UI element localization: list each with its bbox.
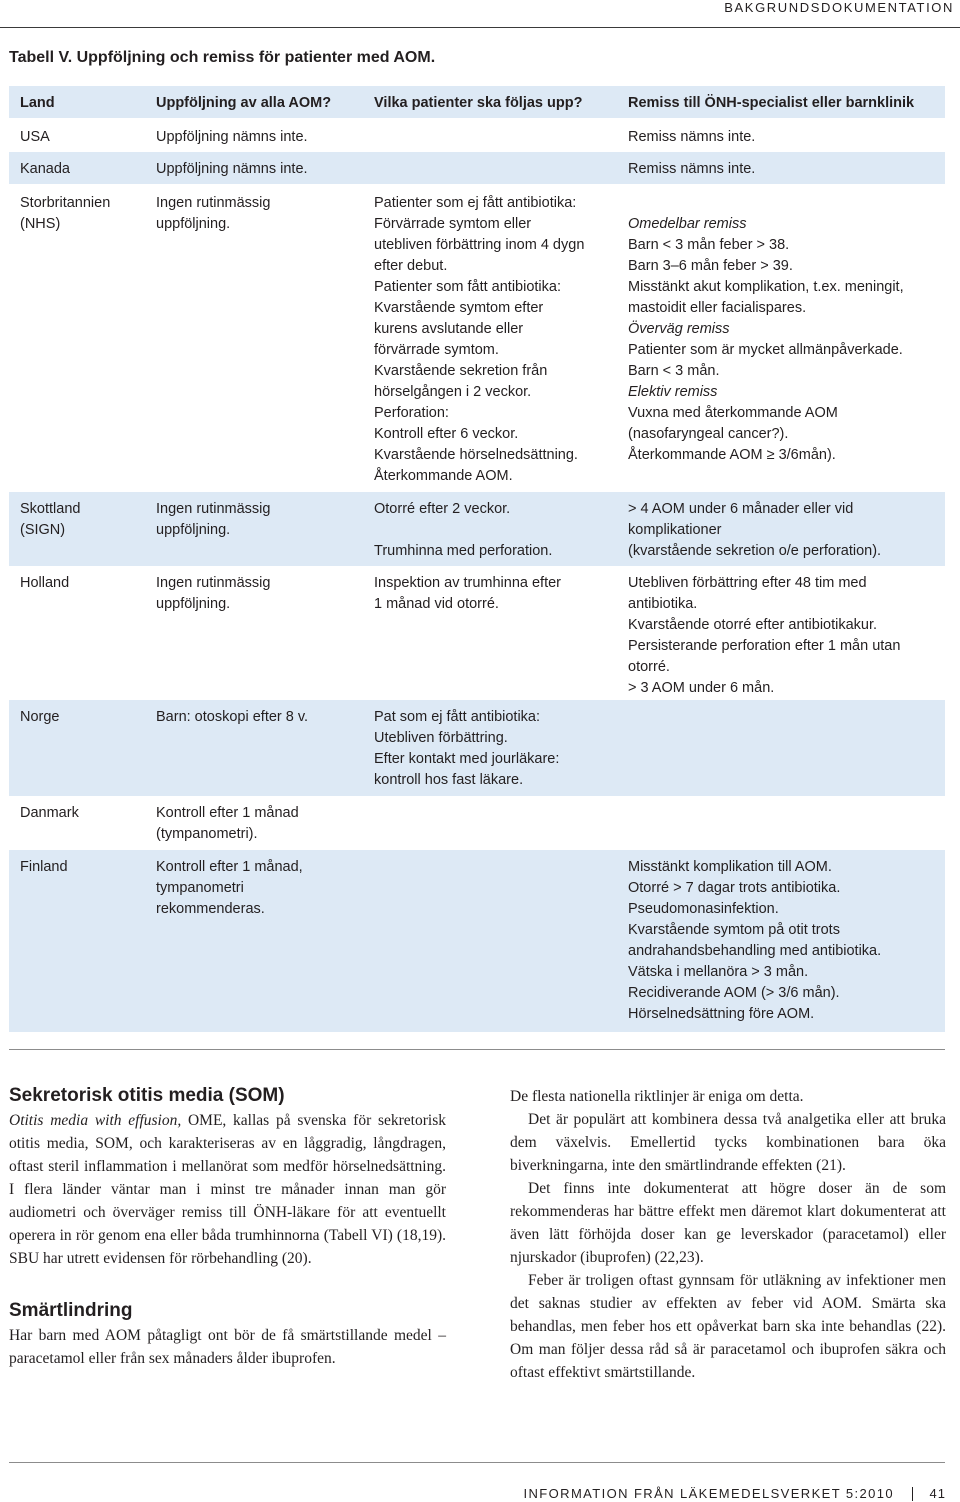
table-row <box>9 850 945 1032</box>
cell-land: USA <box>20 129 50 145</box>
table-row <box>9 492 945 566</box>
table-row <box>9 152 945 184</box>
cell-land: Finland <box>20 859 68 875</box>
remiss-text: Barn < 3 mån feber > 38. Barn 3–6 mån feber > 39. Misstänkt akut komplikation, t.ex. meningit, mastoidit eller facialispares. <box>628 237 904 316</box>
cell-remiss: Remiss nämns inte. <box>628 161 756 177</box>
page-footer <box>0 1486 952 1502</box>
footer-separator <box>912 1487 913 1501</box>
cell-land: Norge <box>20 709 60 725</box>
body-paragraph: De flesta nationella riktlinjer är eniga om detta. <box>510 1088 804 1105</box>
cell-land: Kanada <box>20 161 70 177</box>
cell-land: Danmark <box>20 805 79 821</box>
publication-name: INFORMATION FRÅN LÄKEMEDELSVERKET 5:2010 <box>523 1486 894 1501</box>
header-divider <box>0 27 960 28</box>
cell-vilka: Otorré efter 2 veckor. Trumhinna med perforation. <box>374 501 553 559</box>
remiss-text: Patienter som är mycket allmänpåverkade. Barn < 3 mån. <box>628 342 903 379</box>
cell-vilka: Inspektion av trumhinna efter 1 månad vid otorré. <box>374 575 561 612</box>
cell-vilka: Pat som ej fått antibiotika: Utebliven förbättring. Efter kontakt med jourläkare: kontroll hos fast läkare. <box>374 709 560 788</box>
header-vilka: Vilka patienter ska följas upp? <box>374 95 583 111</box>
table-title: Tabell V. Uppföljning och remiss för patienter med AOM. <box>9 49 436 66</box>
body-paragraph: Det är populärt att kombinera dessa två analgetika eller att bruka dem växelvis. Emellertid tycks kombinationen bara öka biverkningarna, inte den smärtlindrande effekten (21). <box>510 1111 946 1174</box>
som-italic-term: Otitis media with effusion, <box>9 1112 182 1129</box>
cell-remiss <box>628 193 940 487</box>
pain-heading: Smärtlindring <box>9 1300 133 1321</box>
table-row <box>9 120 945 152</box>
cell-vilka: Patienter som ej fått antibiotika: Förvärrade symtom eller utebliven förbättring inom 4 dygn efter debut. Patienter som fått antibiotika: Kvarstående symtom efter kurens avslutande eller förvärrade symtom. Kvarstående sekretion från hörselgången i 2 veckor. Perforation: Kontroll efter 6 veckor. Kvarstående hörselnedsättning. Återkommande AOM. <box>374 195 585 484</box>
footer-divider <box>9 1462 945 1463</box>
followup-table <box>9 86 945 1032</box>
table-row <box>9 566 945 700</box>
som-paragraph <box>9 1109 446 1270</box>
cell-land: Holland <box>20 575 70 591</box>
cell-uppfoljning: Ingen rutinmässig uppföljning. <box>156 575 271 612</box>
som-text: OME, kallas på svenska för sekretorisk otitis media, SOM, och karakteriseras av en låggradig, långdragen, oftast steril inflammation i mellanörat som medför hörselnedsättning. I flera länder väntar man i minst tre månader innan man gör audiometri och överväger remiss till ÖNH-läkare för att eventuellt operera in rör genom ena eller båda trumhinnorna (Tabell VI) (18,19). SBU har utrett evidensen för rörbehandling (20). <box>9 1112 446 1267</box>
remiss-subheading: Elektiv remiss <box>628 384 718 400</box>
cell-remiss: Remiss nämns inte. <box>628 129 756 145</box>
cell-remiss: Misstänkt komplikation till AOM. Otorré > 7 dagar trots antibiotika. Pseudomonasinfektion. Kvarstående symtom på otit trots andrahandsbehandling med antibiotika. Vätska i mellanöra > 3 mån. Recidiverande AOM (> 3/6 mån). Hörselnedsättning före AOM. <box>628 859 882 1022</box>
article-right-column <box>510 1085 946 1384</box>
article-left-column <box>9 1085 446 1370</box>
table-row <box>9 186 945 492</box>
cell-uppfoljning: Ingen rutinmässig uppföljning. <box>156 195 271 232</box>
cell-remiss: Utebliven förbättring efter 48 tim med antibiotika. Kvarstående otorré efter antibiotikakur. Persisterande perforation efter 1 mån utan otorré. > 3 AOM under 6 mån. <box>628 575 901 696</box>
remiss-subheading: Omedelbar remiss <box>628 216 747 232</box>
cell-remiss: > 4 AOM under 6 månader eller vid komplikationer (kvarstående sekretion o/e perforation). <box>628 501 882 559</box>
table-row <box>9 796 945 850</box>
section-label: BAKGRUNDSDOKUMENTATION <box>724 0 954 15</box>
header-uppfoljning: Uppföljning av alla AOM? <box>156 95 332 111</box>
cell-uppfoljning: Kontroll efter 1 månad, tympanometri rekommenderas. <box>156 859 303 917</box>
remiss-subheading: Överväg remiss <box>628 321 730 337</box>
section-divider <box>9 1049 945 1050</box>
som-heading: Sekretorisk otitis media (SOM) <box>9 1085 285 1106</box>
header-land: Land <box>20 95 55 111</box>
cell-uppfoljning: Uppföljning nämns inte. <box>156 161 308 177</box>
table-row <box>9 700 945 796</box>
body-paragraph: Feber är troligen oftast gynnsam för utläkning av infektioner men det saknas studier av effekten av feber vid AOM. Smärta ska behandlas, men feber hos ett opåverkat barn ska inte behandlas (22). Om man följer dessa råd så är paracetamol och ibuprofen säkra och oftast effektivt smärtstillande. <box>510 1272 946 1381</box>
cell-uppfoljning: Barn: otoskopi efter 8 v. <box>156 709 309 725</box>
cell-uppfoljning: Uppföljning nämns inte. <box>156 129 308 145</box>
cell-land: Storbritannien (NHS) <box>20 195 111 232</box>
remiss-text: Vuxna med återkommande AOM (nasofaryngeal cancer?). Återkommande AOM ≥ 3/6mån). <box>628 405 838 463</box>
header-remiss: Remiss till ÖNH-specialist eller barnklinik <box>628 95 915 111</box>
pain-paragraph: Har barn med AOM påtagligt ont bör de få smärtstillande medel – paracetamol eller från sex månaders ålder ibuprofen. <box>9 1327 446 1367</box>
body-paragraph: Det finns inte dokumenterat att högre doser än de som rekommenderas har bättre effekt men däremot klart dokumenterat att även lätt förhöjda doser kan ge leverskador (paracetamol) eller njurskador (ibuprofen) (22,23). <box>510 1180 946 1266</box>
page-number: 41 <box>929 1486 946 1501</box>
cell-uppfoljning: Kontroll efter 1 månad (tympanometri). <box>156 805 299 842</box>
cell-land: Skottland (SIGN) <box>20 501 81 538</box>
cell-uppfoljning: Ingen rutinmässig uppföljning. <box>156 501 271 538</box>
table-header-row <box>9 86 945 118</box>
